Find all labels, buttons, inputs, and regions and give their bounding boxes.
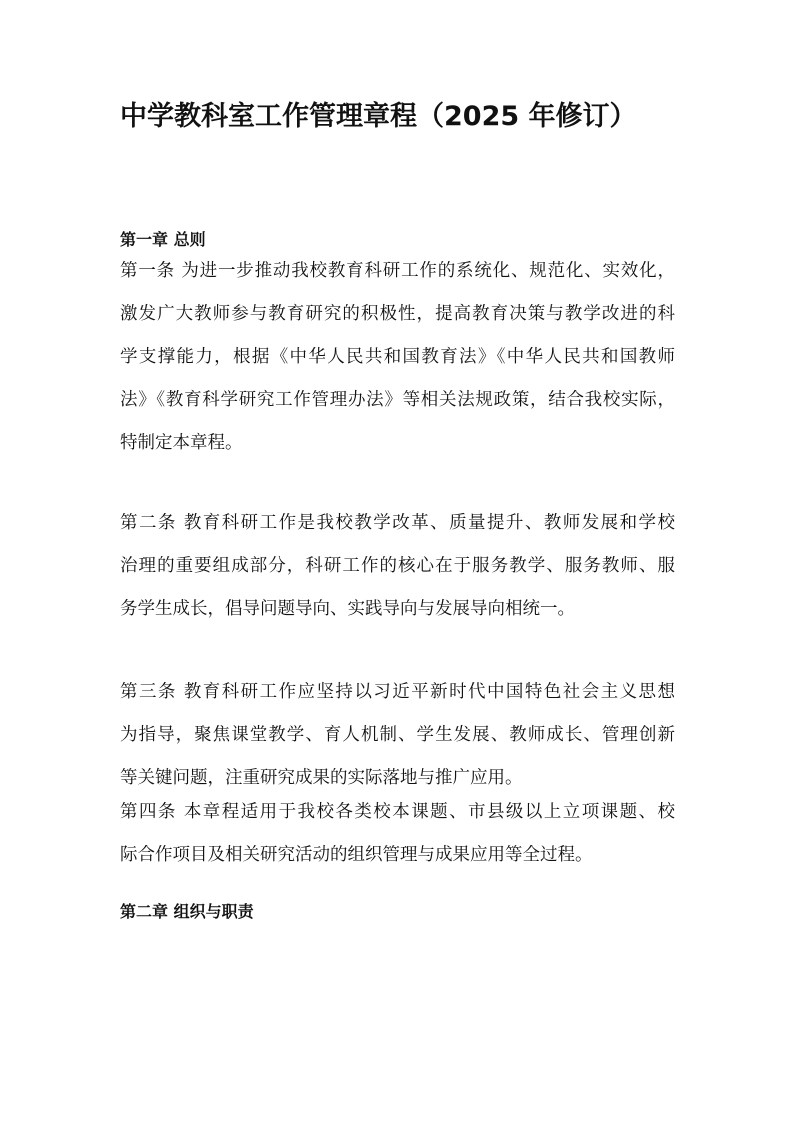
text-line: 务学生成长，倡导问题导向、实践导向与发展导向相统一。 bbox=[120, 599, 575, 619]
document-title: 中学教科室工作管理章程（2025 年修订） bbox=[120, 101, 637, 132]
text-line: 为指导，聚焦课堂教学、育人机制、学生发展、教师成长、管理创新 bbox=[120, 725, 675, 745]
text-line: 第二条 教育科研工作是我校教学改革、质量提升、教师发展和学校 bbox=[120, 513, 675, 533]
article-1 bbox=[120, 250, 675, 465]
text-line: 治理的重要组成部分，科研工作的核心在于服务教学、服务教师、服 bbox=[120, 556, 675, 576]
text-line: 第三条 教育科研工作应坚持以习近平新时代中国特色社会主义思想 bbox=[120, 682, 675, 702]
article-4 bbox=[120, 791, 675, 877]
article-2 bbox=[120, 502, 675, 631]
text-line: 激发广大教师参与教育研究的积极性，提高教育决策与教学改进的科 bbox=[120, 304, 675, 324]
text-line: 第一条 为进一步推动我校教育科研工作的系统化、规范化、实效化， bbox=[120, 261, 675, 281]
text-line: 第四条 本章程适用于我校各类校本课题、市县级以上立项课题、校 bbox=[120, 802, 675, 822]
text-line: 际合作项目及相关研究活动的组织管理与成果应用等全过程。 bbox=[120, 845, 593, 865]
chapter-heading-1: 第一章 总则 bbox=[120, 230, 206, 249]
text-line: 学支撑能力，根据《中华人民共和国教育法》《中华人民共和国教师 bbox=[120, 347, 675, 367]
article-3 bbox=[120, 671, 675, 800]
text-line: 等关键问题，注重研究成果的实际落地与推广应用。 bbox=[120, 768, 523, 788]
text-line: 法》《教育科学研究工作管理办法》等相关法规政策，结合我校实际， bbox=[120, 390, 675, 410]
text-line: 特制定本章程。 bbox=[120, 433, 243, 453]
chapter-heading-2: 第二章 组织与职责 bbox=[120, 902, 254, 921]
